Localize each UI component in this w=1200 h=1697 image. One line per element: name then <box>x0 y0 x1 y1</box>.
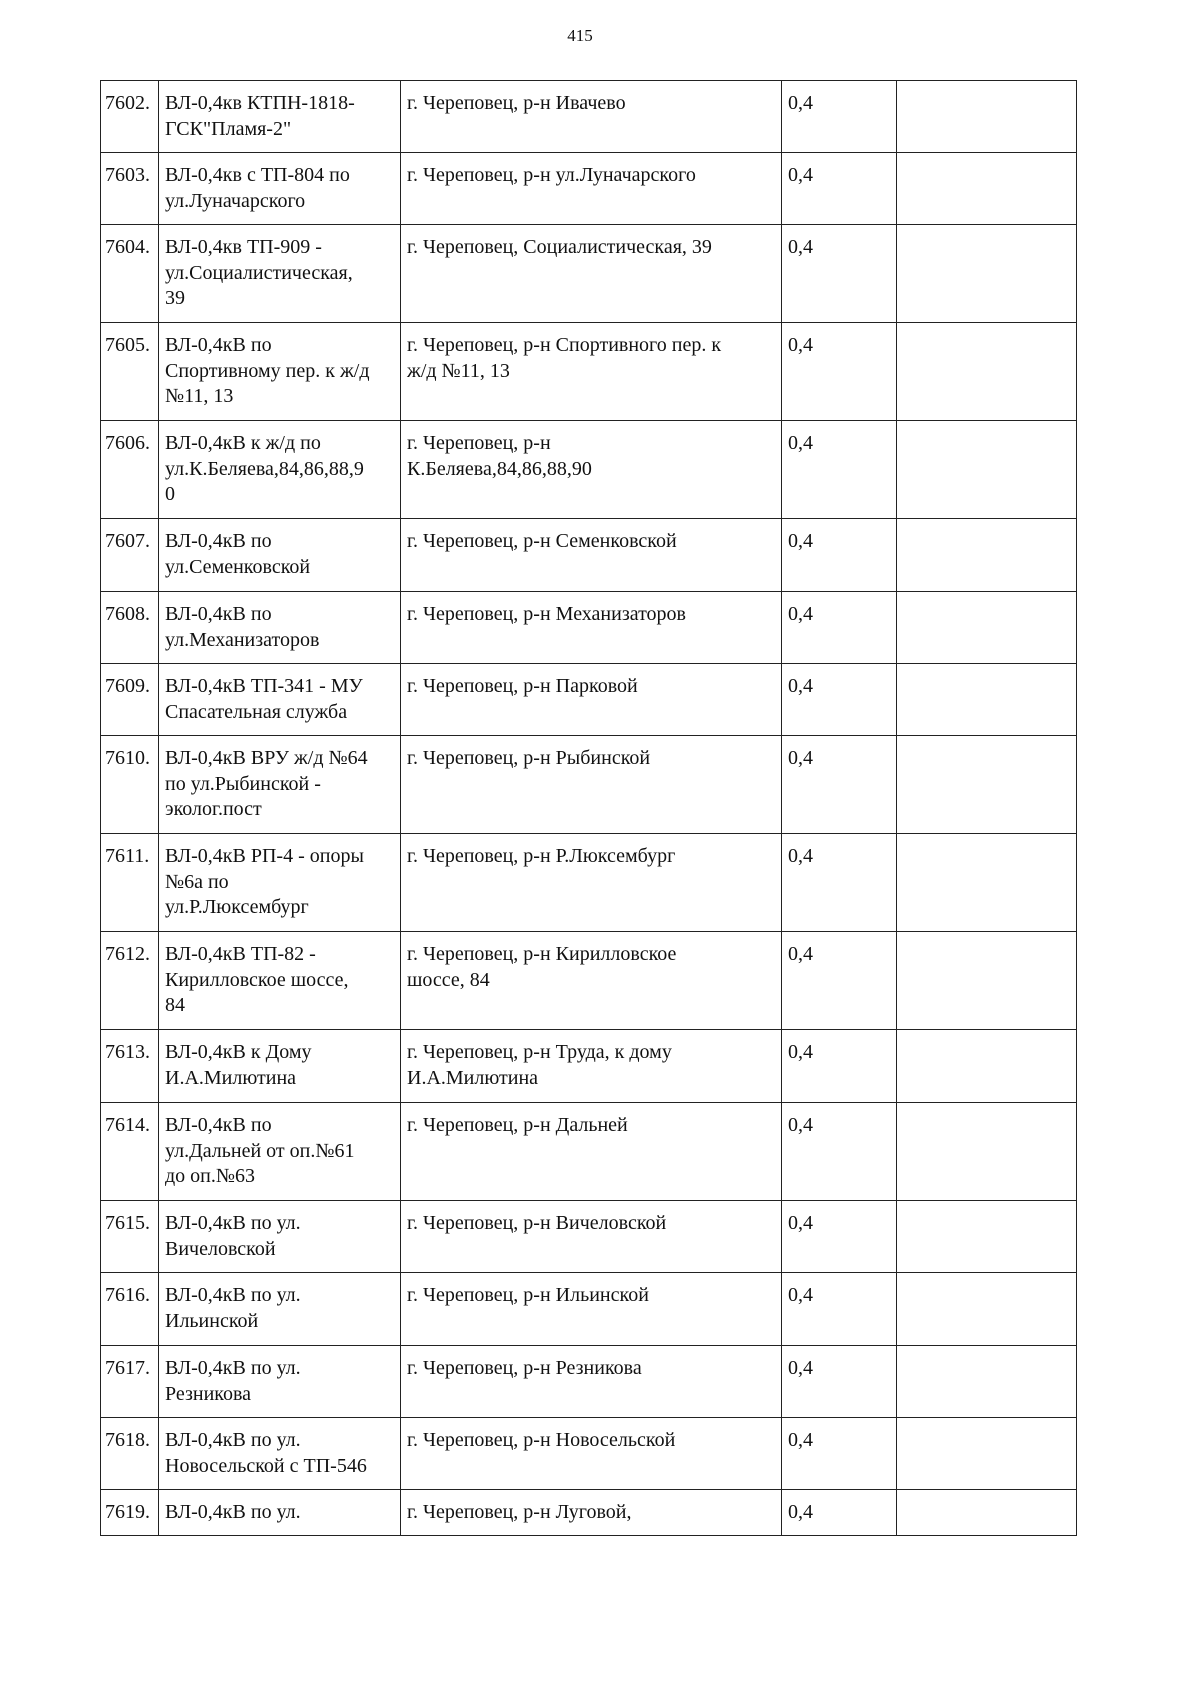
line-name: ВЛ-0,4кв КТПН-1818- ГСК"Пламя-2" <box>159 81 401 153</box>
row-number: 7618. <box>101 1418 159 1490</box>
line-address: г. Череповец, р-н Дальней <box>401 1103 782 1201</box>
extra-cell <box>897 81 1077 153</box>
line-name: ВЛ-0,4кВ к ж/д по ул.К.Беляева,84,86,88,9 0 <box>159 421 401 519</box>
extra-cell <box>897 1346 1077 1418</box>
voltage-value: 0,4 <box>782 932 897 1030</box>
line-address: г. Череповец, р-н Ивачево <box>401 81 782 153</box>
voltage-value: 0,4 <box>782 1346 897 1418</box>
extra-cell <box>897 1201 1077 1273</box>
extra-cell <box>897 834 1077 932</box>
line-address: г. Череповец, р-н ул.Луначарского <box>401 153 782 225</box>
extra-cell <box>897 421 1077 519</box>
row-number: 7617. <box>101 1346 159 1418</box>
extra-cell <box>897 1418 1077 1490</box>
table-row <box>101 225 1077 323</box>
extra-cell <box>897 323 1077 421</box>
line-address: г. Череповец, р-н Луговой, <box>401 1490 782 1536</box>
row-number: 7610. <box>101 736 159 834</box>
line-address: г. Череповец, р-н К.Беляева,84,86,88,90 <box>401 421 782 519</box>
row-number: 7614. <box>101 1103 159 1201</box>
table-row <box>101 323 1077 421</box>
table-row <box>101 1103 1077 1201</box>
voltage-value: 0,4 <box>782 1201 897 1273</box>
line-address: г. Череповец, р-н Ильинской <box>401 1273 782 1346</box>
table-row <box>101 1490 1077 1536</box>
voltage-value: 0,4 <box>782 323 897 421</box>
line-address: г. Череповец, р-н Механизаторов <box>401 592 782 664</box>
extra-cell <box>897 736 1077 834</box>
voltage-value: 0,4 <box>782 225 897 323</box>
line-address: г. Череповец, р-н Новосельской <box>401 1418 782 1490</box>
power-lines-table <box>100 80 1077 1536</box>
page-number: 415 <box>567 26 593 45</box>
line-address: г. Череповец, р-н Р.Люксембург <box>401 834 782 932</box>
line-address: г. Череповец, Социалистическая, 39 <box>401 225 782 323</box>
table-row <box>101 664 1077 736</box>
voltage-value: 0,4 <box>782 1030 897 1103</box>
table-row <box>101 932 1077 1030</box>
voltage-value: 0,4 <box>782 592 897 664</box>
extra-cell <box>897 1273 1077 1346</box>
voltage-value: 0,4 <box>782 519 897 592</box>
row-number: 7619. <box>101 1490 159 1536</box>
row-number: 7615. <box>101 1201 159 1273</box>
row-number: 7606. <box>101 421 159 519</box>
line-name: ВЛ-0,4кВ по ул. Ильинской <box>159 1273 401 1346</box>
line-address: г. Череповец, р-н Вичеловской <box>401 1201 782 1273</box>
row-number: 7609. <box>101 664 159 736</box>
line-name: ВЛ-0,4кВ РП-4 - опоры №6а по ул.Р.Люксембург <box>159 834 401 932</box>
row-number: 7613. <box>101 1030 159 1103</box>
row-number: 7604. <box>101 225 159 323</box>
line-address: г. Череповец, р-н Парковой <box>401 664 782 736</box>
table-row <box>101 736 1077 834</box>
voltage-value: 0,4 <box>782 421 897 519</box>
table-row <box>101 1346 1077 1418</box>
voltage-value: 0,4 <box>782 664 897 736</box>
table-row <box>101 81 1077 153</box>
line-address: г. Череповец, р-н Семенковской <box>401 519 782 592</box>
row-number: 7602. <box>101 81 159 153</box>
voltage-value: 0,4 <box>782 81 897 153</box>
row-number: 7612. <box>101 932 159 1030</box>
extra-cell <box>897 519 1077 592</box>
line-name: ВЛ-0,4кВ по ул.Механизаторов <box>159 592 401 664</box>
extra-cell <box>897 1030 1077 1103</box>
table-row <box>101 519 1077 592</box>
line-name: ВЛ-0,4кВ к Дому И.А.Милютина <box>159 1030 401 1103</box>
voltage-value: 0,4 <box>782 153 897 225</box>
line-name: ВЛ-0,4кВ по ул.Семенковской <box>159 519 401 592</box>
row-number: 7616. <box>101 1273 159 1346</box>
line-name: ВЛ-0,4кв с ТП-804 по ул.Луначарского <box>159 153 401 225</box>
voltage-value: 0,4 <box>782 736 897 834</box>
line-address: г. Череповец, р-н Рыбинской <box>401 736 782 834</box>
line-name: ВЛ-0,4кВ ТП-341 - МУ Спасательная служба <box>159 664 401 736</box>
table-row <box>101 153 1077 225</box>
line-name: ВЛ-0,4кВ ВРУ ж/д №64 по ул.Рыбинской - эколог.пост <box>159 736 401 834</box>
extra-cell <box>897 932 1077 1030</box>
voltage-value: 0,4 <box>782 834 897 932</box>
table-row <box>101 1273 1077 1346</box>
row-number: 7607. <box>101 519 159 592</box>
line-name: ВЛ-0,4кВ по ул. Резникова <box>159 1346 401 1418</box>
line-name: ВЛ-0,4кВ ТП-82 - Кирилловское шоссе, 84 <box>159 932 401 1030</box>
extra-cell <box>897 153 1077 225</box>
table-row <box>101 592 1077 664</box>
line-name: ВЛ-0,4кВ по ул. <box>159 1490 401 1536</box>
line-address: г. Череповец, р-н Резникова <box>401 1346 782 1418</box>
extra-cell <box>897 225 1077 323</box>
extra-cell <box>897 664 1077 736</box>
line-name: ВЛ-0,4кВ по Спортивному пер. к ж/д №11, 13 <box>159 323 401 421</box>
row-number: 7611. <box>101 834 159 932</box>
line-name: ВЛ-0,4кВ по ул.Дальней от оп.№61 до оп.№63 <box>159 1103 401 1201</box>
line-address: г. Череповец, р-н Спортивного пер. к ж/д №11, 13 <box>401 323 782 421</box>
voltage-value: 0,4 <box>782 1103 897 1201</box>
table-row <box>101 1030 1077 1103</box>
line-name: ВЛ-0,4кВ по ул. Новосельской с ТП-546 <box>159 1418 401 1490</box>
line-address: г. Череповец, р-н Кирилловское шоссе, 84 <box>401 932 782 1030</box>
table-row <box>101 834 1077 932</box>
extra-cell <box>897 1103 1077 1201</box>
line-address: г. Череповец, р-н Труда, к дому И.А.Милютина <box>401 1030 782 1103</box>
line-name: ВЛ-0,4кв ТП-909 - ул.Социалистическая, 39 <box>159 225 401 323</box>
extra-cell <box>897 592 1077 664</box>
table-row <box>101 421 1077 519</box>
voltage-value: 0,4 <box>782 1490 897 1536</box>
voltage-value: 0,4 <box>782 1273 897 1346</box>
row-number: 7605. <box>101 323 159 421</box>
voltage-value: 0,4 <box>782 1418 897 1490</box>
table-row <box>101 1201 1077 1273</box>
table-row <box>101 1418 1077 1490</box>
row-number: 7608. <box>101 592 159 664</box>
line-name: ВЛ-0,4кВ по ул. Вичеловской <box>159 1201 401 1273</box>
extra-cell <box>897 1490 1077 1536</box>
row-number: 7603. <box>101 153 159 225</box>
